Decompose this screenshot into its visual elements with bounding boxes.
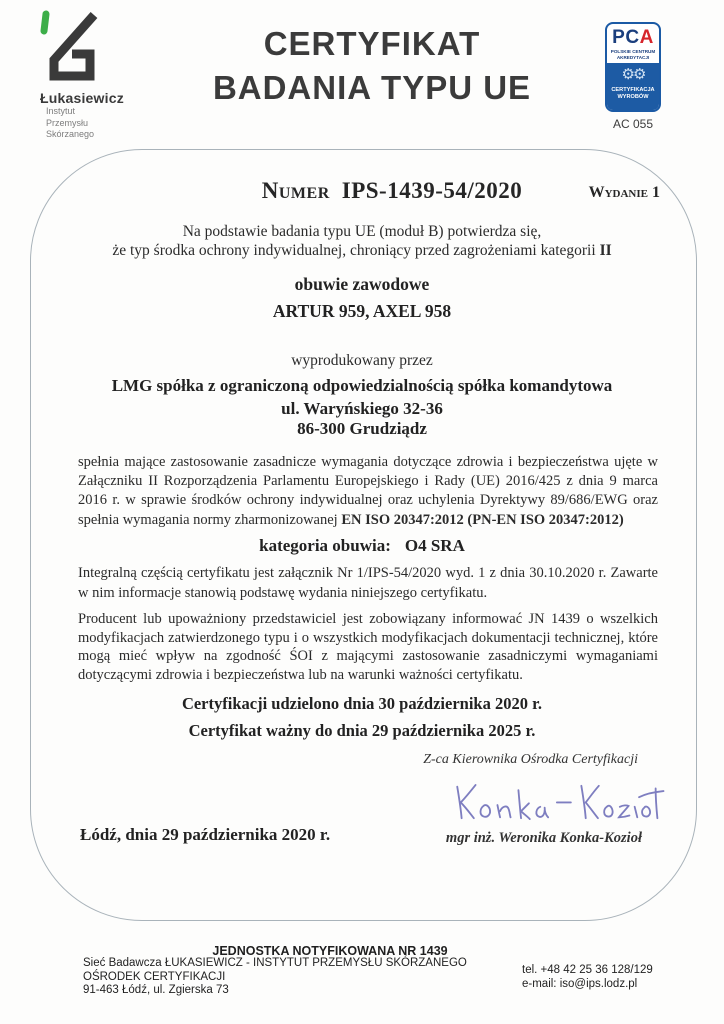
place-and-date: Łódź, dnia 29 października 2020 r. [80,825,331,844]
pca-accreditation-block [604,22,662,131]
notified-body-line: JEDNOSTKA NOTYFIKOWANA NR 1439 [212,944,448,958]
lukasiewicz-logo-block [36,8,156,141]
accreditation-number: AC 055 [612,117,654,131]
harmonized-standard: EN ISO 20347:2012 (PN-EN ISO 20347:2012) [341,511,624,528]
pca-badge-text: CERTYFIKACJA WYROBÓW [611,87,655,101]
document-title [140,22,604,110]
product-type: obuwie zawodowe [294,274,430,294]
certificate-number-value: IPS-1439-54/2020 [341,178,523,203]
document-title-line2: BADANIA TYPU UE [212,69,532,106]
certificate-number-label: Numer [261,178,330,203]
pca-logo [605,22,661,112]
footer-email: e-mail: iso@ips.lodz.pl [522,977,638,990]
lukasiewicz-sub-line2: Przemysłu [46,117,89,128]
manufacturer-street: ul. Waryńskiego 32-36 [281,399,443,418]
pca-acronym: PCA [612,27,654,48]
obligation-paragraph: Producent lub upoważniony przedstawiciel jest zobowiązany informować JN 1439 o wszelkich modyfikacjach zatwierdzonego typu i o wszystkich modyfikacjach dokumentacji technicznej, które mogą mieć wpływ na zgodność ŚOI z mającymi zastosowanie zasadniczymi wymaganiami dotyczącymi zdrowia i bezpieczeństwa lub na warunki ważności certyfikatu. [78,611,658,683]
lukasiewicz-sub-line1: Instytut [46,106,76,116]
signer-name: mgr inż. Weronika Konka-Kozioł [445,830,642,846]
lukasiewicz-sub-line3: Skórzanego [46,129,95,139]
signer-title: Z-ca Kierownika Ośrodka Certyfikacji [423,752,638,767]
lukasiewicz-logo-icon [36,8,106,88]
footer-org-line2: OŚRODEK CERTYFIKACJI [83,970,226,983]
annex-paragraph: Integralną częścią certyfikatu jest załącznik Nr 1/IPS-54/2020 wyd. 1 z dnia 30.10.2020 r. Zawarte w nim informacje stanowią podstawę wydania niniejszego certyfikatu. [78,565,658,601]
footer-org-line3: 91-463 Łódź, ul. Zgierska 73 [83,984,229,996]
category-value: O4 SRA [404,536,465,555]
footer-organization-block [83,957,467,998]
handwritten-signature [452,776,667,828]
produced-by-label: wyprodukowany przez [291,352,433,369]
intro-line1: Na podstawie badania typu UE (moduł B) potwierdza się, [182,223,542,240]
pca-subtitle: POLSKIE CENTRUM AKREDYTACJI [610,49,656,60]
certificate-valid-line: Certyfikat ważny do dnia 29 października 2025 r. [188,721,536,740]
intro-statement [0,222,724,260]
footwear-category-line [0,536,724,556]
gears-icon: ⚙⚙ [621,67,645,84]
footer-org-line1: Sieć Badawcza ŁUKASIEWICZ - INSTYTUT PRZEMYSŁU SKÓRZANEGO [83,957,467,969]
pca-certification-badge [607,63,659,112]
intro-line2: że typ środka ochrony indywidualnej, chroniący przed zagrożeniami kategorii II [112,242,612,259]
compliance-paragraph: spełnia mające zastosowanie zasadnicze wymagania dotyczące zdrowia i bezpieczeństwa ujęte w Załączniku II Rozporządzenia Parlamentu Europejskiego i Rady (UE) 2016/425 z dnia 9 marca 2016 r. w sprawie środków ochrony indywidualnej oraz uchylenia Dyrektywy 89/686/EWG oraz spełnia wymagania normy zharmonizowanej EN ISO 20347:2012 (PN-EN ISO 20347:2012) [78,454,658,528]
certification-granted-line: Certyfikacji udzielono dnia 30 października 2020 r. [181,694,543,713]
product-models: ARTUR 959, AXEL 958 [272,301,452,321]
category-label: kategoria obuwia: [259,536,391,555]
manufacturer-city: 86-300 Grudziądz [297,419,427,438]
lukasiewicz-brand-text: Łukasiewicz [40,90,124,106]
document-title-line1: CERTYFIKAT [263,25,481,62]
footer-contact-block [522,964,653,991]
edition-label: Wydanie 1 [588,184,660,201]
manufacturer-name: LMG spółka z ograniczoną odpowiedzialnością spółka komandytowa [111,376,613,395]
footer-phone: tel. +48 42 25 36 128/129 [522,964,653,976]
